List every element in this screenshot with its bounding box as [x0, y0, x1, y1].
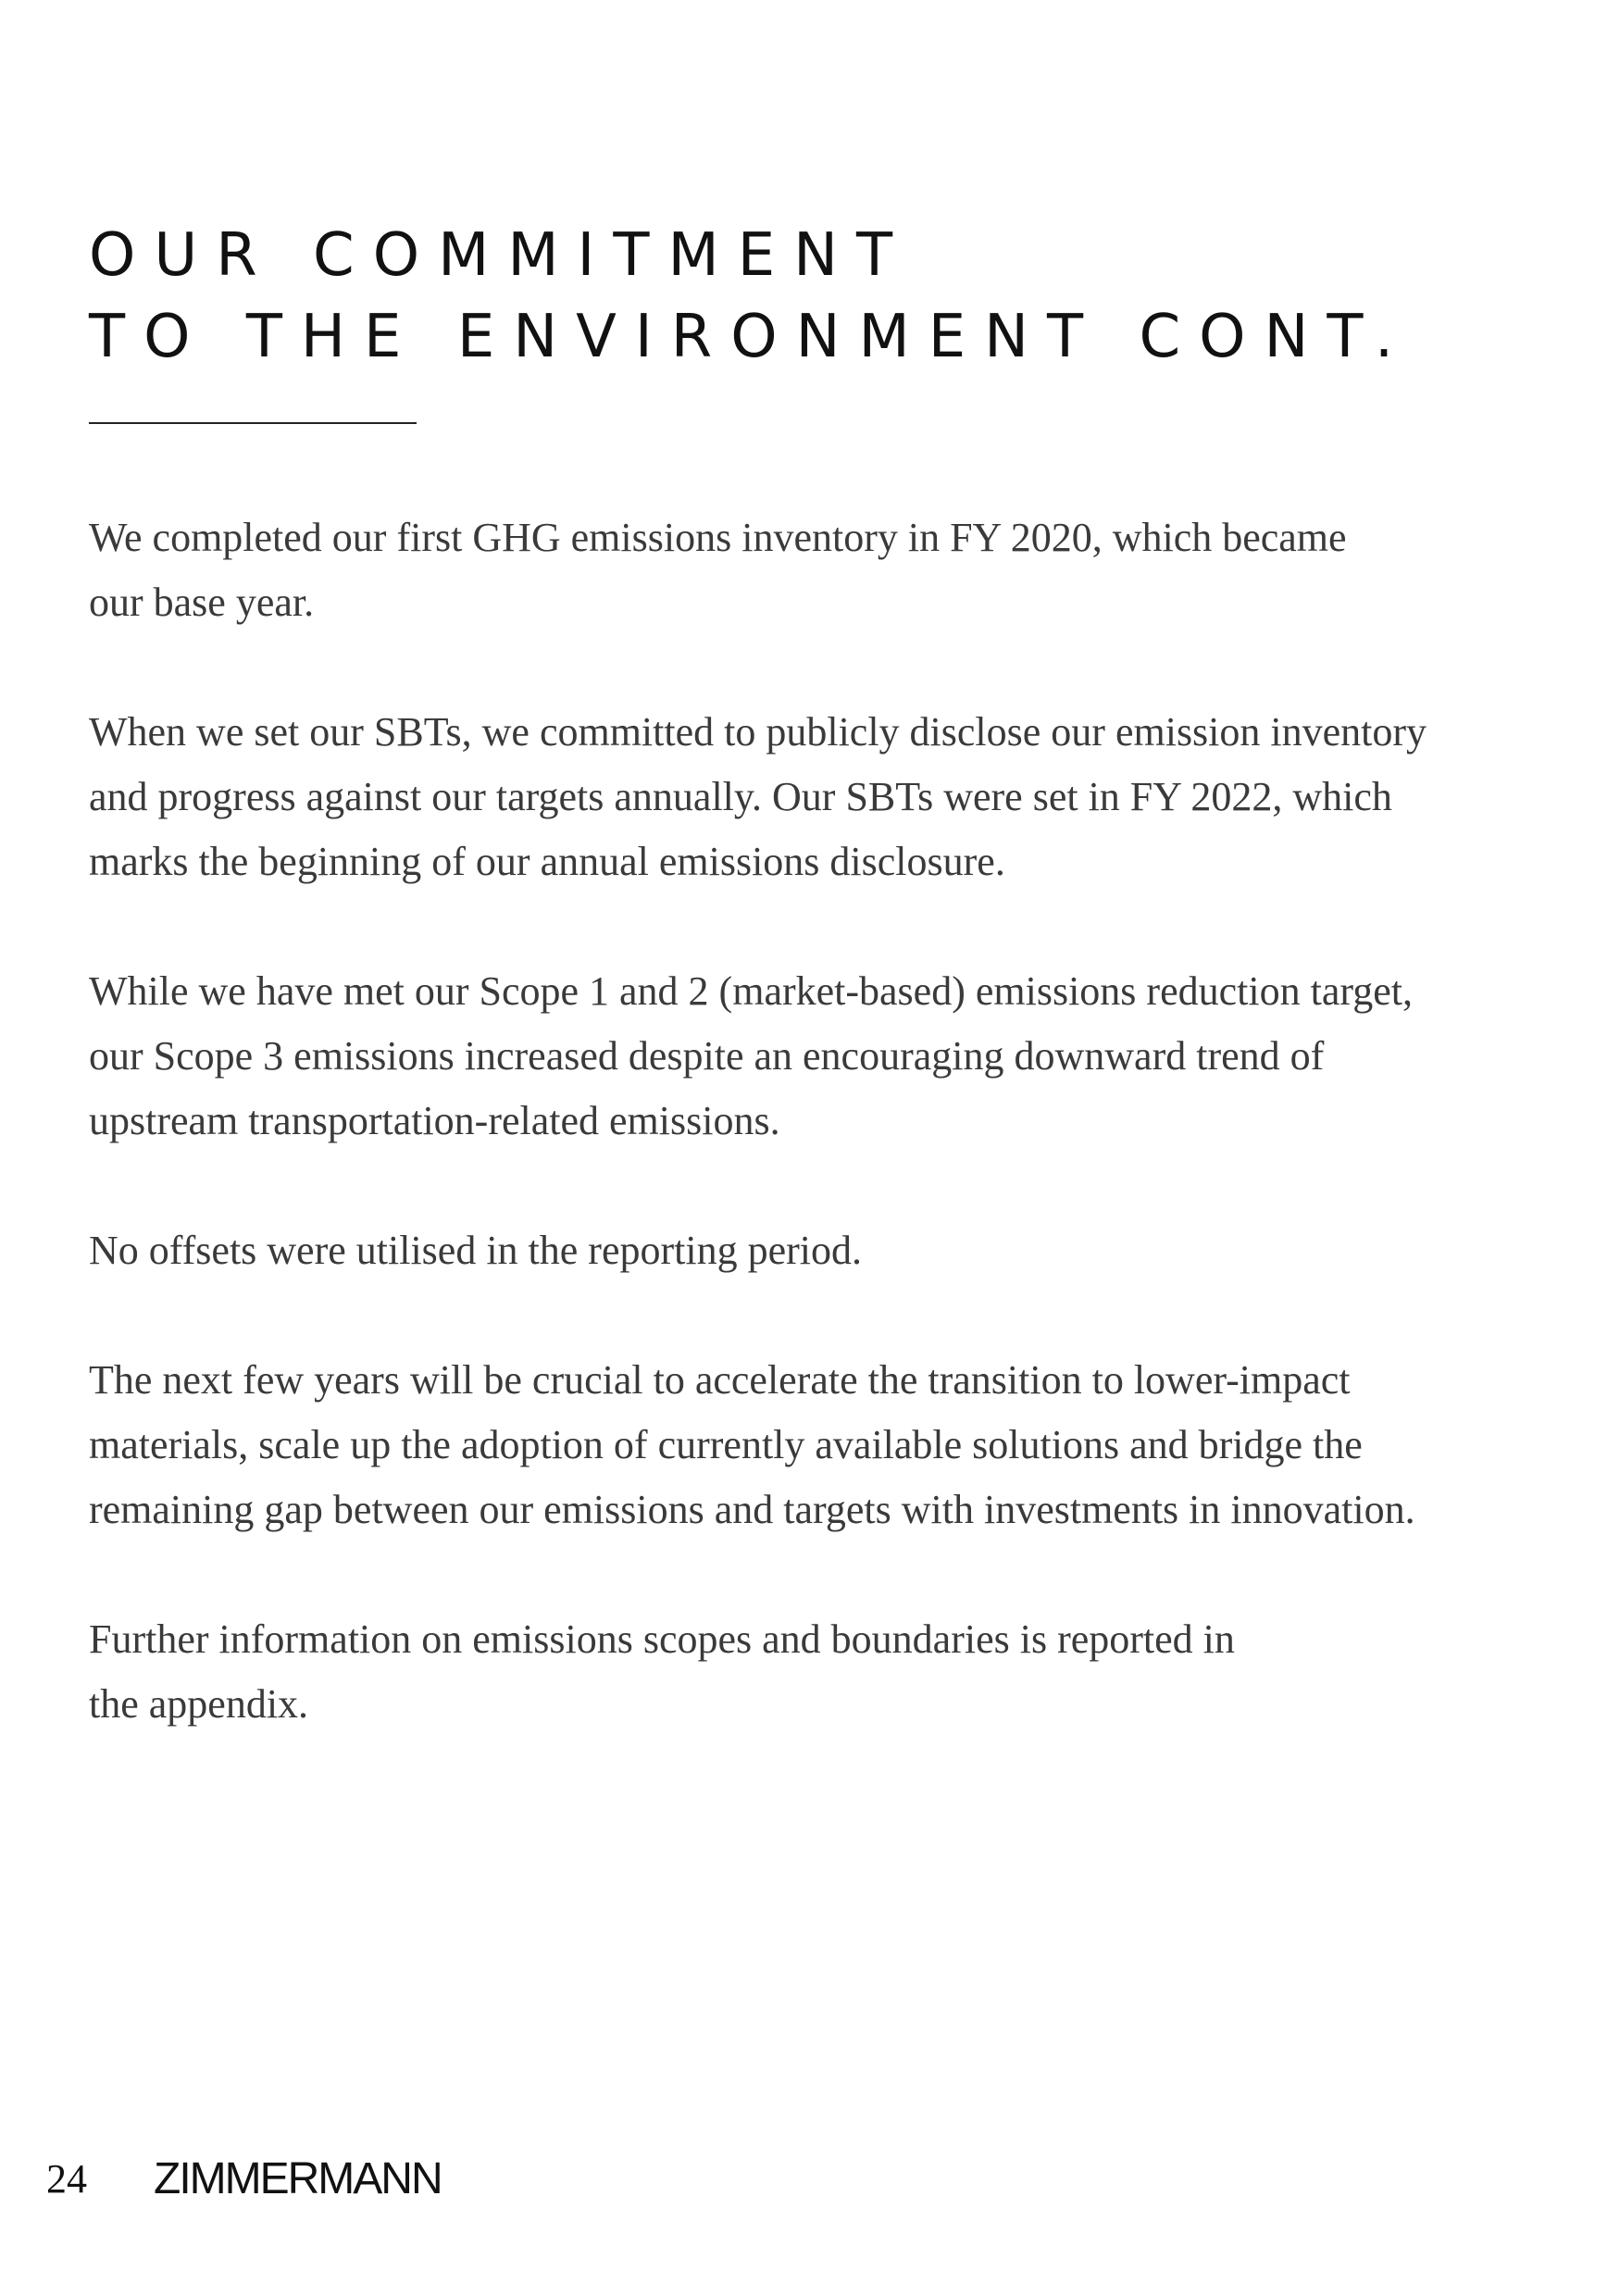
- paragraph-line: the appendix.: [89, 1681, 309, 1727]
- body-text: [89, 505, 1477, 1802]
- page-title: [89, 215, 1412, 378]
- paragraph-line: Further information on emissions scopes and boundaries is reported in: [89, 1616, 1235, 1662]
- paragraph-base-year: [89, 505, 1477, 635]
- paragraph-line: our Scope 3 emissions increased despite an encouraging downward trend of: [89, 1033, 1325, 1079]
- paragraph-appendix: [89, 1607, 1477, 1737]
- page-title-line-2: TO THE ENVIRONMENT CONT.: [89, 303, 1413, 371]
- paragraph-line: The next few years will be crucial to accelerate the transition to lower-impact: [89, 1357, 1351, 1403]
- paragraph-scopes: [89, 959, 1477, 1154]
- paragraph-next-years: [89, 1348, 1477, 1542]
- paragraph-line: No offsets were utilised in the reporting period.: [89, 1228, 862, 1273]
- paragraph-line: We completed our first GHG emissions inventory in FY 2020, which became: [89, 515, 1347, 560]
- paragraph-line: our base year.: [89, 580, 315, 625]
- paragraph-line: While we have met our Scope 1 and 2 (market-based) emissions reduction target,: [89, 968, 1413, 1014]
- paragraph-sbts: [89, 700, 1477, 894]
- paragraph-line: upstream transportation-related emissions.: [89, 1098, 780, 1143]
- paragraph-line: When we set our SBTs, we committed to publicly disclose our emission inventory: [89, 709, 1427, 755]
- title-divider: [89, 422, 417, 424]
- paragraph-line: remaining gap between our emissions and targets with investments in innovation.: [89, 1487, 1415, 1532]
- paragraph-line: marks the beginning of our annual emissions disclosure.: [89, 839, 1005, 884]
- paragraph-line: materials, scale up the adoption of currently available solutions and bridge the: [89, 1422, 1363, 1467]
- page-number: 24: [46, 2156, 87, 2202]
- brand-logo: ZIMMERMANN: [154, 2154, 442, 2203]
- page-title-line-1: OUR COMMITMENT: [89, 221, 912, 290]
- paragraph-line: and progress against our targets annually. Our SBTs were set in FY 2022, which: [89, 774, 1392, 819]
- paragraph-offsets: [89, 1218, 1477, 1283]
